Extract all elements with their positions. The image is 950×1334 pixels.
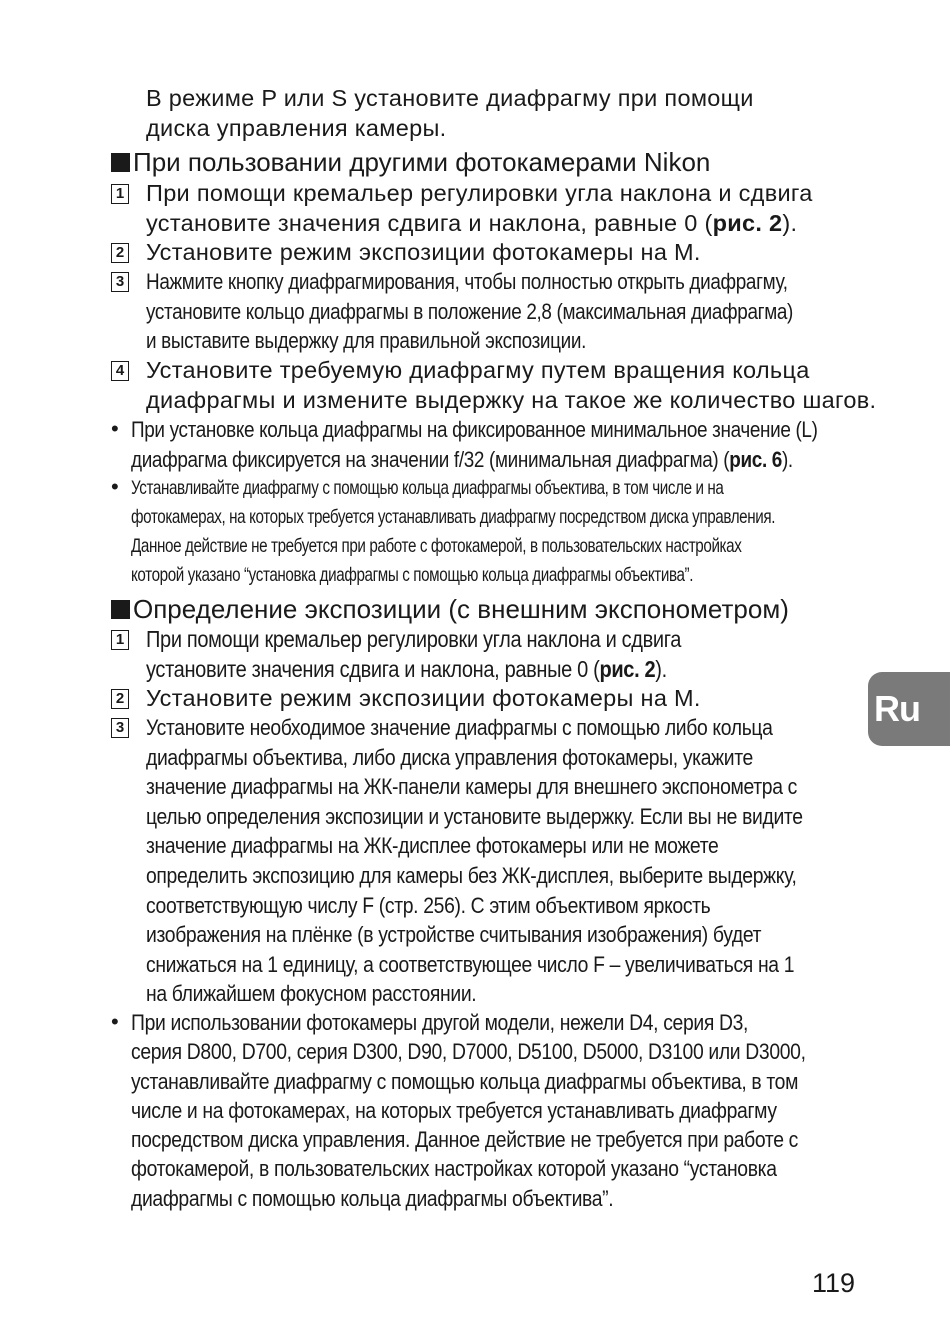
step-2-text <box>146 238 701 268</box>
note-line: При установке кольца диафрагмы на фиксированное минимальное значение (L) <box>131 417 818 442</box>
step-number-box: 4 <box>111 361 129 381</box>
note-line-text: диафрагма фиксируется на значении f/32 (минимальная диафрагма) ( <box>131 446 730 472</box>
step-1-text <box>146 179 813 238</box>
step-line: целью определения экспозиции и установите выдержку. Если вы не видите <box>146 803 803 829</box>
step-line: значение диафрагмы на ЖК-дисплее фотокамеры или не можете <box>146 833 719 859</box>
language-tab <box>868 672 950 746</box>
step-line <box>146 209 813 239</box>
step-line: изображения на плёнке (в устройстве считывания изображения) будет <box>146 922 762 948</box>
note-line: посредством диска управления. Данное действие не требуется при работе с <box>131 1127 799 1153</box>
step-line-tail: ). <box>782 209 798 236</box>
step-number-box: 2 <box>111 689 129 709</box>
note-line: числе и на фотокамерах, на которых требуется устанавливать диафрагму <box>131 1097 777 1123</box>
square-bullet-icon <box>111 600 130 619</box>
note-line: фотокамерах, на которых требуется устанавливать диафрагму посредством диска управления. <box>131 506 776 528</box>
intro-paragraph <box>146 84 754 143</box>
bullet-dot: • <box>111 416 119 441</box>
step-4-text <box>146 356 876 415</box>
step-2-text <box>146 684 701 714</box>
step-line-text: установите значения сдвига и наклона, равные 0 ( <box>146 209 713 236</box>
section-heading-text: Определение экспозиции (с внешним экспонометром) <box>133 594 789 624</box>
step-line: значение диафрагмы на ЖК-панели камеры для внешнего экспонометра с <box>146 774 797 800</box>
step-3-text <box>146 267 793 356</box>
note-line: При использовании фотокамеры другой модели, нежели D4, серия D3, <box>131 1010 749 1035</box>
note-other-models <box>131 1008 806 1213</box>
step-3-text <box>146 713 803 1009</box>
step-line: и выставите выдержку для правильной экспозиции. <box>146 328 587 353</box>
step-1-text <box>146 625 681 684</box>
step-number-box: 2 <box>111 243 129 263</box>
note-line: Устанавливайте диафрагму с помощью кольца диафрагмы объектива, в том числе и на <box>131 477 724 499</box>
step-line: Установите необходимое значение диафрагмы с помощью либо кольца <box>146 715 773 740</box>
figure-reference: рис. 2 <box>712 209 783 236</box>
square-bullet-icon <box>111 153 130 172</box>
bullet-dot: • <box>111 474 119 499</box>
language-tab-label: Ru <box>874 688 920 729</box>
note-line: Данное действие не требуется при работе с фотокамерой, в пользовательских настройках <box>131 535 742 557</box>
step-number-box: 3 <box>111 718 129 738</box>
section-heading-other-cameras <box>111 145 710 179</box>
step-line-text: установите значения сдвига и наклона, равные 0 ( <box>146 655 600 682</box>
step-line: установите кольцо диафрагмы в положение 2,8 (максимальная диафрагма) <box>146 298 794 324</box>
note-line: которой указано “установка диафрагмы с помощью кольца диафрагмы объектива”. <box>131 564 694 586</box>
step-line <box>146 655 681 685</box>
note-aperture-lock <box>131 415 818 474</box>
step-line: диафрагмы и измените выдержку на такое же количество шагов. <box>146 386 877 413</box>
step-line: определить экспозицию для камеры без ЖК-дисплея, выберите выдержку, <box>146 862 797 888</box>
step-line: снижаться на 1 единицу, а соответствующее число F – увеличиваться на 1 <box>146 951 795 977</box>
step-number-box: 1 <box>111 184 129 204</box>
step-number-box: 1 <box>111 630 129 650</box>
note-line: устанавливайте диафрагму с помощью кольца диафрагмы объектива, в том <box>131 1068 799 1094</box>
bullet-dot: • <box>111 1009 119 1034</box>
step-line: Нажмите кнопку диафрагмирования, чтобы полностью открыть диафрагму, <box>146 269 788 294</box>
step-line: соответствующую числу F (стр. 256). С этим объективом яркость <box>146 892 711 918</box>
intro-line: диска управления камеры. <box>146 114 447 141</box>
section-heading-text: При пользовании другими фотокамерами Nikon <box>133 147 711 177</box>
note-line: фотокамерой, в пользовательских настройках которой указано “установка <box>131 1156 777 1182</box>
note-aperture-ring <box>131 474 775 590</box>
step-number-box: 3 <box>111 272 129 292</box>
step-line: При помощи кремальер регулировки угла наклона и сдвига <box>146 626 682 652</box>
intro-line: В режиме P или S установите диафрагму при помощи <box>146 85 754 111</box>
step-line: Установите режим экспозиции фотокамеры на M. <box>146 685 701 711</box>
step-line: Установите требуемую диафрагму путем вращения кольца <box>146 357 810 383</box>
note-line-tail: ). <box>781 446 793 472</box>
section-heading-exposure <box>111 592 789 626</box>
figure-reference: рис. 2 <box>599 655 656 682</box>
note-line: диафрагмы с помощью кольца диафрагмы объектива”. <box>131 1185 614 1211</box>
page-number: 119 <box>812 1268 856 1298</box>
step-line: диафрагмы объектива, либо диска управления фотокамеры, укажите <box>146 744 753 770</box>
step-line: на ближайшем фокусном расстоянии. <box>146 981 477 1007</box>
note-line <box>131 445 818 475</box>
figure-reference: рис. 6 <box>729 446 782 472</box>
step-line: Установите режим экспозиции фотокамеры на M. <box>146 239 701 265</box>
note-line: серия D800, D700, серия D300, D90, D7000, D5100, D5000, D3100 или D3000, <box>131 1039 806 1065</box>
step-line-tail: ). <box>655 655 667 682</box>
step-line: При помощи кремальер регулировки угла наклона и сдвига <box>146 180 813 206</box>
